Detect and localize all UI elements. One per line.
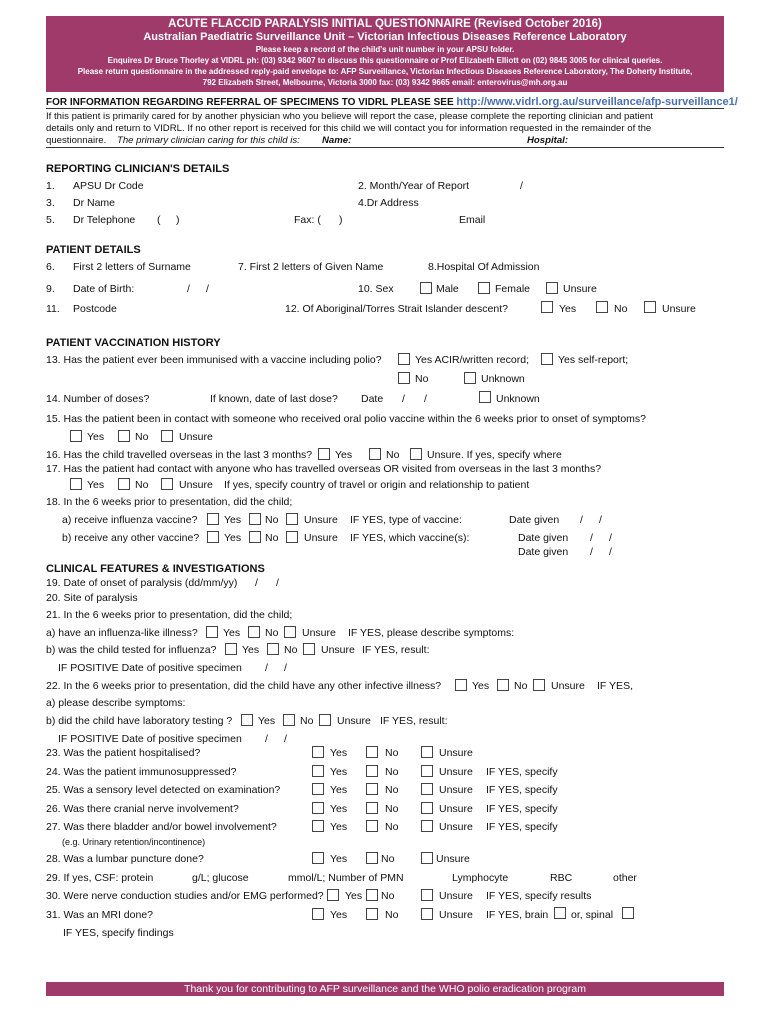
q21b-yes-label: Yes	[242, 644, 260, 656]
header-return-address: Please return questionnaire in the addressed reply-paid envelope to: AFP Surveillance, Victorian Infectious Diseases Reference Laboratory, The Doherty Institute,	[77, 67, 693, 76]
q30-unsure-checkbox[interactable]	[421, 889, 433, 901]
q18a-slash-1: /	[580, 514, 583, 526]
q16-label: 16. Has the child travelled overseas in the last 3 months?	[46, 449, 313, 461]
q31-brain-label: IF YES, brain	[486, 909, 549, 921]
sex-female-label: Female	[495, 283, 531, 295]
clinical-section-title: CLINICAL FEATURES & INVESTIGATIONS	[46, 563, 265, 575]
aboriginal-yes-label: Yes	[559, 303, 577, 315]
q29-label: 29. If yes, CSF: protein	[46, 872, 154, 884]
q30-yes-checkbox[interactable]	[327, 889, 339, 901]
q21b-no-checkbox[interactable]	[267, 643, 279, 655]
intro-line-1: If this patient is primarily cared for by another physician who you believe will report the case, please complete the reporting clinician and patient	[46, 111, 653, 122]
q25-no-label: No	[385, 784, 399, 796]
q22-ifyes-label: IF YES,	[597, 680, 633, 692]
q18a-label: a) receive influenza vaccine?	[62, 514, 198, 526]
q22b-no-checkbox[interactable]	[283, 714, 295, 726]
sex-unsure-label: Unsure	[563, 283, 597, 295]
q15-unsure-checkbox[interactable]	[161, 430, 173, 442]
q18a-unsure-label: Unsure	[304, 514, 338, 526]
q26-unsure-checkbox[interactable]	[421, 802, 433, 814]
q18a-yes-label: Yes	[224, 514, 242, 526]
q18b-label: b) receive any other vaccine?	[62, 532, 200, 544]
q6-number: 6.	[46, 261, 55, 273]
header-note: Please keep a record of the child's unit number in your APSU folder.	[255, 45, 515, 54]
q15-yes-checkbox[interactable]	[70, 430, 82, 442]
q22b-label: b) did the child have laboratory testing ?	[46, 715, 233, 727]
q26-label: 26. Was there cranial nerve involvement?	[46, 803, 239, 815]
q11-label: Postcode	[73, 303, 117, 315]
q22-unsure-checkbox[interactable]	[533, 679, 545, 691]
aboriginal-no-checkbox[interactable]	[596, 301, 608, 313]
q13-no-label: No	[415, 373, 429, 385]
sex-female-checkbox[interactable]	[478, 282, 490, 294]
q24-unsure-checkbox[interactable]	[421, 765, 433, 777]
q22b-no-label: No	[300, 715, 314, 727]
q25-no-checkbox[interactable]	[366, 783, 378, 795]
q21b-yes-checkbox[interactable]	[225, 643, 237, 655]
q18a-unsure-checkbox[interactable]	[286, 513, 298, 525]
q24-no-label: No	[385, 766, 399, 778]
q23-yes-label: Yes	[330, 747, 348, 759]
q21a-label: a) have an influenza-like illness?	[46, 627, 198, 639]
footer-text: Thank you for contributing to AFP surveillance and the WHO polio eradication program	[184, 983, 586, 995]
q17-label: 17. Has the patient had contact with anyone who has travelled overseas OR visited from overseas in the last 3 months?	[46, 463, 602, 475]
q5-paren-open: (	[157, 214, 161, 226]
q15-yes-label: Yes	[87, 431, 105, 443]
q31-unsure-label: Unsure	[439, 909, 473, 921]
q25-yes-checkbox[interactable]	[312, 783, 324, 795]
q28-no-checkbox[interactable]	[366, 852, 378, 864]
form-title: ACUTE FLACCID PARALYSIS INITIAL QUESTIONNAIRE (Revised October 2016)	[168, 18, 602, 30]
intro-line-3	[46, 135, 300, 146]
vaccination-section-title: PATIENT VACCINATION HISTORY	[46, 337, 221, 349]
q1-number: 1.	[46, 180, 55, 192]
q31-yes-checkbox[interactable]	[312, 908, 324, 920]
q28-yes-checkbox[interactable]	[312, 852, 324, 864]
q22b-yes-label: Yes	[258, 715, 276, 727]
q16-unsure-label: Unsure. If yes, specify where	[427, 449, 562, 461]
q21-positive-label: IF POSITIVE Date of positive specimen	[58, 662, 242, 674]
q17-unsure-checkbox[interactable]	[161, 478, 173, 490]
q15-no-label: No	[135, 431, 149, 443]
q23-unsure-checkbox[interactable]	[421, 746, 433, 758]
q14-slash-2: /	[424, 393, 427, 405]
q13-self-report-label: Yes self-report;	[558, 354, 629, 366]
q18a-no-checkbox[interactable]	[249, 513, 261, 525]
q5-paren-close: )	[176, 214, 180, 226]
q31-findings-label: IF YES, specify findings	[63, 927, 174, 939]
q9-label: Date of Birth:	[73, 283, 135, 295]
q31-no-checkbox[interactable]	[366, 908, 378, 920]
q30-yes-label: Yes	[345, 890, 363, 902]
q29-rbc-label: RBC	[550, 872, 573, 884]
q7-label: 7. First 2 letters of Given Name	[238, 261, 384, 273]
q29-other-label: other	[613, 872, 637, 884]
q25-unsure-label: Unsure	[439, 784, 473, 796]
q28-no-label: No	[381, 853, 395, 865]
q21-label: 21. In the 6 weeks prior to presentation, did the child;	[46, 609, 293, 621]
q29-lymphocyte-label: Lymphocyte	[452, 872, 509, 884]
q23-no-label: No	[385, 747, 399, 759]
q18b-slash-2: /	[609, 532, 612, 544]
q2-label: 2. Month/Year of Report	[358, 180, 470, 192]
q27-no-checkbox[interactable]	[366, 820, 378, 832]
q14-unknown-checkbox[interactable]	[479, 391, 491, 403]
q24-unsure-label: Unsure	[439, 766, 473, 778]
q1-label: APSU Dr Code	[73, 180, 144, 192]
q13-no-checkbox[interactable]	[398, 372, 410, 384]
q17-no-checkbox[interactable]	[118, 478, 130, 490]
q21a-unsure-checkbox[interactable]	[284, 626, 296, 638]
q22-label: 22. In the 6 weeks prior to presentation, did the child have any other infective illness?	[46, 680, 442, 692]
q18b-no-checkbox[interactable]	[249, 531, 261, 543]
q21a-unsure-label: Unsure	[302, 627, 336, 639]
sex-male-label: Male	[436, 283, 459, 295]
q19-label: 19. Date of onset of paralysis (dd/mm/yy)	[46, 577, 238, 589]
q27-yes-checkbox[interactable]	[312, 820, 324, 832]
q22-positive-slash-1: /	[265, 733, 268, 745]
q24-specify-label: IF YES, specify	[486, 766, 558, 778]
q24-yes-checkbox[interactable]	[312, 765, 324, 777]
q18b-no-label: No	[265, 532, 279, 544]
q16-no-label: No	[386, 449, 400, 461]
q31-unsure-checkbox[interactable]	[421, 908, 433, 920]
intro-line-2: details only and return to VIDRL. If no other report is received for this child we will contact you for information requested in the remainder of the	[46, 123, 652, 134]
q17-no-label: No	[135, 479, 149, 491]
referral-link[interactable]: http://www.vidrl.org.au/surveillance/afp-surveillance1/	[456, 96, 738, 108]
aboriginal-unsure-label: Unsure	[662, 303, 696, 315]
q21-positive-slash-2: /	[284, 662, 287, 674]
q21a-yes-checkbox[interactable]	[206, 626, 218, 638]
q23-yes-checkbox[interactable]	[312, 746, 324, 758]
q17-yes-checkbox[interactable]	[70, 478, 82, 490]
q25-unsure-checkbox[interactable]	[421, 783, 433, 795]
q28-yes-label: Yes	[330, 853, 348, 865]
q27-yes-label: Yes	[330, 821, 348, 833]
q18b-which-label: IF YES, which vaccine(s):	[350, 532, 470, 544]
q21a-describe-label: IF YES, please describe symptoms:	[348, 627, 515, 639]
q17-specify-label: If yes, specify country of travel or origin and relationship to patient	[224, 479, 530, 491]
q18a-slash-2: /	[599, 514, 602, 526]
sex-unsure-checkbox[interactable]	[546, 282, 558, 294]
q18b-unsure-label: Unsure	[304, 532, 338, 544]
aboriginal-unsure-checkbox[interactable]	[644, 301, 656, 313]
q22-unsure-label: Unsure	[551, 680, 585, 692]
q22b-yes-checkbox[interactable]	[241, 714, 253, 726]
q12-label: 12. Of Aboriginal/Torres Strait Islander descent?	[285, 303, 508, 315]
intro-questionnaire: questionnaire.	[46, 135, 107, 146]
q14-last-dose-label: If known, date of last dose?	[210, 393, 338, 405]
divider	[46, 147, 724, 148]
q21b-no-label: No	[284, 644, 298, 656]
q23-no-checkbox[interactable]	[366, 746, 378, 758]
q21-positive-slash-1: /	[265, 662, 268, 674]
q25-yes-label: Yes	[330, 784, 348, 796]
q9-slash-2: /	[206, 283, 209, 295]
hospital-label: Hospital:	[527, 135, 569, 146]
q19-slash-1: /	[255, 577, 258, 589]
q18b-slash-4: /	[609, 546, 612, 558]
q16-yes-label: Yes	[335, 449, 353, 461]
q6-label: First 2 letters of Surname	[73, 261, 191, 273]
q31-label: 31. Was an MRI done?	[46, 909, 153, 921]
q9-number: 9.	[46, 283, 55, 295]
divider	[46, 108, 724, 109]
q18b-slash-3: /	[590, 546, 593, 558]
q25-specify-label: IF YES, specify	[486, 784, 558, 796]
q10-label: 10. Sex	[358, 283, 394, 295]
q9-slash-1: /	[187, 283, 190, 295]
fax-label: Fax: (	[294, 214, 321, 226]
q27-note: (e.g. Urinary retention/incontinence)	[62, 837, 206, 847]
q26-specify-label: IF YES, specify	[486, 803, 558, 815]
referral-text	[46, 96, 738, 108]
q26-unsure-label: Unsure	[439, 803, 473, 815]
q26-yes-label: Yes	[330, 803, 348, 815]
q27-unsure-label: Unsure	[439, 821, 473, 833]
q5-number: 5.	[46, 214, 55, 226]
q21a-yes-label: Yes	[223, 627, 241, 639]
q14-slash-1: /	[402, 393, 405, 405]
q23-unsure-label: Unsure	[439, 747, 473, 759]
q30-results-label: IF YES, specify results	[486, 890, 592, 902]
q4-label: 4.Dr Address	[358, 197, 419, 209]
q13-acir-label: Yes ACIR/written record;	[415, 354, 529, 366]
q14-label: 14. Number of doses?	[46, 393, 150, 405]
q3-number: 3.	[46, 197, 55, 209]
fax-close: )	[339, 214, 343, 226]
header-banner	[46, 16, 724, 92]
q31-brain-checkbox[interactable]	[554, 907, 566, 919]
q22a-label: a) please describe symptoms:	[46, 697, 186, 709]
q13-unknown-label: Unknown	[481, 373, 525, 385]
q21a-no-checkbox[interactable]	[248, 626, 260, 638]
q31-spinal-label: or, spinal	[571, 909, 614, 921]
q27-specify-label: IF YES, specify	[486, 821, 558, 833]
header-address-contact: 792 Elizabeth Street, Melbourne, Victoria 3000 fax: (03) 9342 9665 email: enterovirus@mh.org.au	[202, 78, 568, 87]
q17-yes-label: Yes	[87, 479, 105, 491]
q15-no-checkbox[interactable]	[118, 430, 130, 442]
q18b-yes-checkbox[interactable]	[207, 531, 219, 543]
q30-label: 30. Were nerve conduction studies and/or EMG performed?	[46, 890, 324, 902]
name-label: Name:	[322, 135, 352, 146]
q26-no-checkbox[interactable]	[366, 802, 378, 814]
header-enquiries: Enquires Dr Bruce Thorley at VIDRL ph: (03) 9342 9607 to discuss this questionnaire or Prof Elizabeth Elliott on (02) 9845 3005 for clinical queries.	[107, 56, 663, 65]
q17-unsure-label: Unsure	[179, 479, 213, 491]
q16-yes-checkbox[interactable]	[318, 448, 330, 460]
q2-slash: /	[520, 180, 523, 192]
q3-label: Dr Name	[73, 197, 116, 209]
q22-yes-checkbox[interactable]	[455, 679, 467, 691]
q22-no-label: No	[514, 680, 528, 692]
q27-no-label: No	[385, 821, 399, 833]
q19-slash-2: /	[276, 577, 279, 589]
q27-label: 27. Was there bladder and/or bowel involvement?	[46, 821, 277, 833]
q24-label: 24. Was the patient immunosuppressed?	[46, 766, 237, 778]
q18a-yes-checkbox[interactable]	[207, 513, 219, 525]
q26-no-label: No	[385, 803, 399, 815]
q21a-no-label: No	[265, 627, 279, 639]
q21b-unsure-label: Unsure	[321, 644, 355, 656]
q22-positive-slash-2: /	[284, 733, 287, 745]
email-label: Email	[459, 214, 486, 226]
q24-no-checkbox[interactable]	[366, 765, 378, 777]
q18a-date-given-label: Date given	[509, 514, 560, 526]
q28-unsure-label: Unsure	[436, 853, 470, 865]
q25-label: 25. Was a sensory level detected on examination?	[46, 784, 281, 796]
q18-label: 18. In the 6 weeks prior to presentation, did the child;	[46, 496, 293, 508]
q29-glucose-label: g/L; glucose	[192, 872, 249, 884]
referral-label: FOR INFORMATION REGARDING REFERRAL OF SPECIMENS TO VIDRL PLEASE SEE	[46, 97, 454, 108]
q13-self-report-checkbox[interactable]	[541, 353, 553, 365]
q28-unsure-checkbox[interactable]	[421, 852, 433, 864]
q22b-unsure-checkbox[interactable]	[319, 714, 331, 726]
reporting-section-title: REPORTING CLINICIAN'S DETAILS	[46, 163, 230, 175]
q14-date-label: Date	[361, 393, 384, 405]
q22-no-checkbox[interactable]	[497, 679, 509, 691]
patient-section-title: PATIENT DETAILS	[46, 244, 141, 256]
q15-label: 15. Has the patient been in contact with someone who received oral polio vaccine within the 6 weeks prior to onset of symptoms?	[46, 413, 646, 425]
q29-mmol-label: mmol/L; Number of PMN	[288, 872, 404, 884]
q26-yes-checkbox[interactable]	[312, 802, 324, 814]
q27-unsure-checkbox[interactable]	[421, 820, 433, 832]
footer-banner	[46, 982, 724, 996]
q21b-unsure-checkbox[interactable]	[303, 643, 315, 655]
q13-label: 13. Has the patient ever been immunised with a vaccine including polio?	[46, 354, 382, 366]
q18a-no-label: No	[265, 514, 279, 526]
q30-unsure-label: Unsure	[439, 890, 473, 902]
q16-no-checkbox[interactable]	[369, 448, 381, 460]
q8-label: 8.Hospital Of Admission	[428, 261, 540, 273]
q24-yes-label: Yes	[330, 766, 348, 778]
q22b-result-label: IF YES, result:	[380, 715, 448, 727]
q23-label: 23. Was the patient hospitalised?	[46, 747, 201, 759]
q21b-label: b) was the child tested for influenza?	[46, 644, 217, 656]
q11-number: 11.	[46, 303, 60, 315]
q21b-result-label: IF YES, result:	[362, 644, 430, 656]
primary-clinician-label: The primary clinician caring for this child is:	[116, 135, 300, 146]
q31-no-label: No	[385, 909, 399, 921]
aboriginal-yes-checkbox[interactable]	[541, 301, 553, 313]
q18a-type-label: IF YES, type of vaccine:	[350, 514, 462, 526]
q31-yes-label: Yes	[330, 909, 348, 921]
sex-male-checkbox[interactable]	[420, 282, 432, 294]
aboriginal-no-label: No	[614, 303, 628, 315]
q30-no-label: No	[381, 890, 395, 902]
q5-label: Dr Telephone	[73, 214, 136, 226]
q30-no-checkbox[interactable]	[366, 889, 378, 901]
q14-unknown-label: Unknown	[496, 393, 540, 405]
q18b-slash-1: /	[590, 532, 593, 544]
form-subtitle: Australian Paediatric Surveillance Unit – Victorian Infectious Diseases Reference Laboratory	[143, 31, 627, 43]
q18b-date-given-2-label: Date given	[518, 546, 569, 558]
q22b-unsure-label: Unsure	[337, 715, 371, 727]
q22-positive-label: IF POSITIVE Date of positive specimen	[58, 733, 242, 745]
q18b-unsure-checkbox[interactable]	[286, 531, 298, 543]
q13-acir-checkbox[interactable]	[398, 353, 410, 365]
q31-spinal-checkbox[interactable]	[622, 907, 634, 919]
q18b-date-given-label: Date given	[518, 532, 569, 544]
q20-label: 20. Site of paralysis	[46, 592, 138, 604]
q16-unsure-checkbox[interactable]	[410, 448, 422, 460]
q15-unsure-label: Unsure	[179, 431, 213, 443]
q13-unknown-checkbox[interactable]	[464, 372, 476, 384]
q22-yes-label: Yes	[472, 680, 490, 692]
q18b-yes-label: Yes	[224, 532, 242, 544]
q28-label: 28. Was a lumbar puncture done?	[46, 853, 204, 865]
